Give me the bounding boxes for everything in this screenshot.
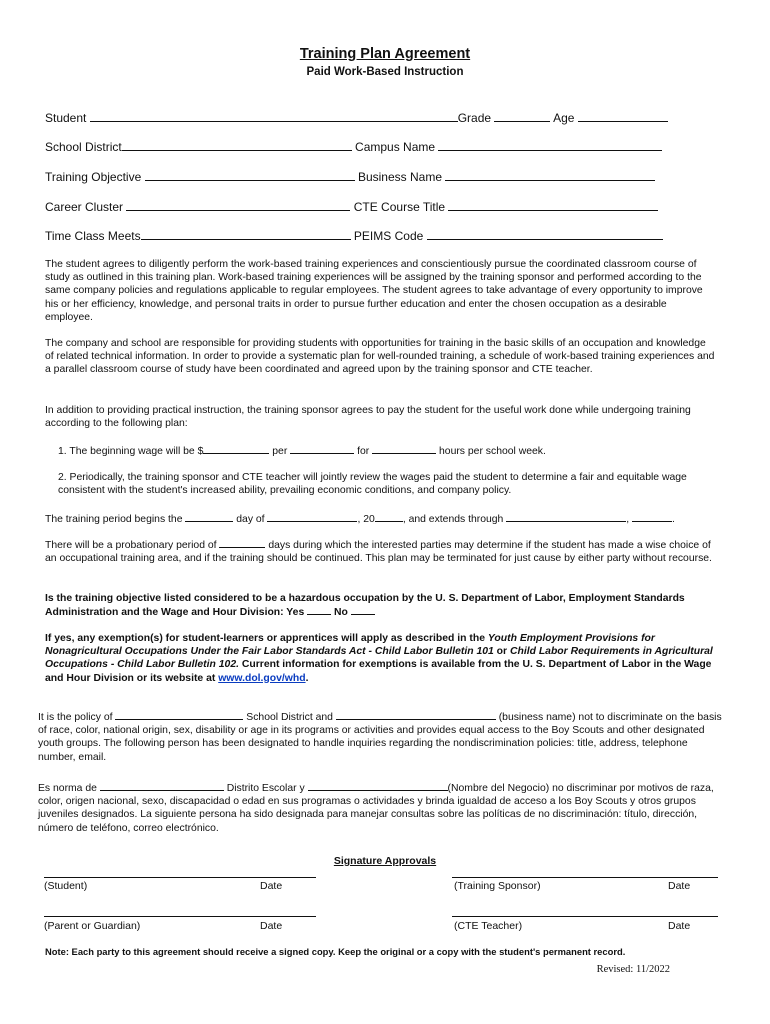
career-cluster-label: Career Cluster xyxy=(45,200,124,214)
cte-course-title-input[interactable] xyxy=(448,199,658,211)
objective-row xyxy=(45,169,655,184)
period-day-of-label: day of xyxy=(236,514,265,525)
policy-es-label-b: Distrito Escolar y xyxy=(226,783,305,794)
student-input[interactable] xyxy=(90,110,458,122)
wage-amount-input[interactable] xyxy=(203,444,269,454)
wage-per-label: per xyxy=(272,446,288,457)
policy-en-business-input[interactable] xyxy=(336,710,496,720)
policy-es-district-input[interactable] xyxy=(100,781,224,791)
probation-paragraph xyxy=(45,538,717,565)
period-month-input[interactable] xyxy=(267,512,357,522)
age-label: Age xyxy=(553,111,575,125)
period-end-input[interactable] xyxy=(506,512,626,522)
wage-review-item: 2. Periodically, the training sponsor and CTE teacher will jointly review the wages paid the student to determine a fair and equitable wage consistent with the student's increased ability, prevailing economic conditions, and company policy. xyxy=(58,472,687,497)
policy-es-business-input[interactable] xyxy=(308,781,448,791)
cluster-row xyxy=(45,199,658,214)
district-row xyxy=(45,139,662,154)
period-comma: , xyxy=(626,514,630,525)
revised-date: Revised: 11/2022 xyxy=(596,964,670,975)
wage-hours-input[interactable] xyxy=(372,444,436,454)
peims-code-input[interactable] xyxy=(427,228,663,240)
paragraph-pay-plan: In addition to providing practical instruction, the training sponsor agrees to pay the student for the useful work done while undergoing training according to the following plan: xyxy=(45,405,691,430)
period-extends-label: , and extends through xyxy=(402,514,504,525)
page-subtitle: Paid Work-Based Instruction xyxy=(306,66,464,78)
school-district-input[interactable] xyxy=(122,139,352,151)
wage-for-label: for xyxy=(357,446,370,457)
training-objective-input[interactable] xyxy=(145,169,355,181)
training-period-label: The training period begins the xyxy=(45,514,183,525)
hazard-no-label: No xyxy=(334,607,348,619)
policy-en-label-b: School District and xyxy=(246,712,333,723)
cte-course-title-label: CTE Course Title xyxy=(353,200,446,214)
policy-spanish xyxy=(38,781,722,835)
paragraph-company-responsibility: The company and school are responsible for providing students with opportunities for training in the basic skills of an occupation and knowledge of related technical information. In order to provide a systematic plan for well-rounded training, a schedule of work-based training experiences and a parallel classroom course of study have been coordinated and agreed upon by the training sponsor and CTE teacher. xyxy=(45,338,715,376)
probation-days-input[interactable] xyxy=(219,538,265,548)
student-date-label: Date xyxy=(260,880,283,892)
policy-english xyxy=(38,710,722,764)
period-day-input[interactable] xyxy=(185,512,233,522)
time-class-meets-input[interactable] xyxy=(141,228,351,240)
hazard-text: Is the training objective listed considered to be a hazardous occupation by the U. S. Department of Labor, Employment Standards Administration and the Wage and Hour Division: Yes xyxy=(45,593,685,619)
business-name-label: Business Name xyxy=(357,170,442,184)
wage-per-input[interactable] xyxy=(290,444,354,454)
period-year-label: , 20 xyxy=(357,514,375,525)
exemption-bulletin-102: Child Labor Requirements in Agricultural Occupations - Child Labor Bulletin 102. xyxy=(45,646,713,671)
time-row xyxy=(45,228,663,243)
grade-label: Grade xyxy=(457,111,492,125)
exemption-text-or: or xyxy=(496,646,508,658)
dol-website-link[interactable]: www.dol.gov/whd xyxy=(218,672,306,684)
school-district-label: School District xyxy=(45,140,122,154)
teacher-date-label: Date xyxy=(668,920,691,932)
period-end-dot: . xyxy=(672,514,675,525)
policy-en-text: (business name) not to discriminate on the basis of race, color, national origin, sex, disability or age in its programs or activities and provides equal access to the Boy Scouts and other designated youth groups. The following person has been designated to handle inquiries regarding the nondiscrimination policies: title, address, telephone number, email. xyxy=(38,712,722,763)
sponsor-signature-line[interactable] xyxy=(452,877,718,878)
business-name-input[interactable] xyxy=(445,169,655,181)
training-period-row xyxy=(45,512,717,526)
exemption-paragraph xyxy=(45,632,717,685)
student-row xyxy=(45,110,668,125)
footer-note: Note: Each party to this agreement should receive a signed copy. Keep the original or a copy with the student's permanent record. xyxy=(45,946,626,957)
policy-en-district-input[interactable] xyxy=(115,710,243,720)
policy-es-text: (Nombre del Negocio) no discriminar por motivos de raza, color, origen nacional, sexo, discapacidad o edad en sus programas o actividades y brinda igualdad de acceso a los Boy Scouts y otros grupos juveniles designados. La siguiente persona ha sido designada para manejar consultas sobre las políticas de no discriminación: título, dirección, número de teléfono, correo electrónico. xyxy=(38,783,714,834)
teacher-signature-label: (CTE Teacher) xyxy=(454,920,523,932)
wage-item-text: 1. The beginning wage will be $ xyxy=(58,446,204,457)
period-year-input[interactable] xyxy=(375,512,403,522)
parent-signature-label: (Parent or Guardian) xyxy=(44,920,141,932)
grade-input[interactable] xyxy=(494,110,550,122)
exemption-text-a: If yes, any exemption(s) for student-learners or apprentices will apply as described in the xyxy=(45,633,485,644)
training-objective-label: Training Objective xyxy=(45,170,142,184)
hazard-no-input[interactable] xyxy=(351,605,375,615)
wage-hours-label: hours per school week. xyxy=(439,446,546,457)
policy-en-label-a: It is the policy of xyxy=(38,712,113,723)
wage-item xyxy=(58,444,718,458)
signature-heading: Signature Approvals xyxy=(333,855,437,867)
parent-date-label: Date xyxy=(260,920,283,932)
campus-name-input[interactable] xyxy=(438,139,662,151)
student-signature-label: (Student) xyxy=(44,880,88,892)
career-cluster-input[interactable] xyxy=(126,199,350,211)
sponsor-signature-label: (Training Sponsor) xyxy=(454,880,541,892)
sponsor-date-label: Date xyxy=(668,880,691,892)
teacher-signature-line[interactable] xyxy=(452,916,718,917)
exemption-bulletin-101: Youth Employment Provisions for Nonagricultural Occupations Under the Fair Labor Standards Act - Child Labor Bulletin 101 xyxy=(45,633,655,658)
hazard-yes-input[interactable] xyxy=(307,605,331,615)
hazard-question xyxy=(45,592,717,619)
paragraph-student-agreement: The student agrees to diligently perform the work-based training experiences and conscientiously pursue the coordinated classroom course of study as outlined in this training plan. Work-based training experiences will be assigned by the training sponsor and performed according to the same company policies and regulations applicable to regular employees. The student agrees to take advantage of every opportunity to improve his or her efficiency, knowledge, and personal traits in order to pursue further education and enter the chosen occupation as a desirable employee. xyxy=(45,259,703,323)
policy-es-label-a: Es norma de xyxy=(38,783,97,794)
exemption-dot: . xyxy=(305,672,309,684)
peims-code-label: PEIMS Code xyxy=(353,229,424,243)
parent-signature-line[interactable] xyxy=(44,916,316,917)
student-signature-line[interactable] xyxy=(44,877,316,878)
exemption-text-e: Current information for exemptions is available from the U. S. Department of Labor in the Wage and Hour Division or its website at xyxy=(45,659,712,684)
age-input[interactable] xyxy=(578,110,668,122)
campus-name-label: Campus Name xyxy=(355,140,436,154)
time-class-meets-label: Time Class Meets xyxy=(45,229,141,243)
page-title: Training Plan Agreement xyxy=(299,46,471,62)
period-end-year-input[interactable] xyxy=(632,512,672,522)
student-label: Student xyxy=(45,111,87,125)
probation-label: There will be a probationary period of xyxy=(45,540,217,551)
probation-text: days during which the interested parties may determine if the student has made a wise choice of an occupational training area, and if the training should be continued. This plan may be terminated for just cause by either party without recourse. xyxy=(45,540,712,565)
